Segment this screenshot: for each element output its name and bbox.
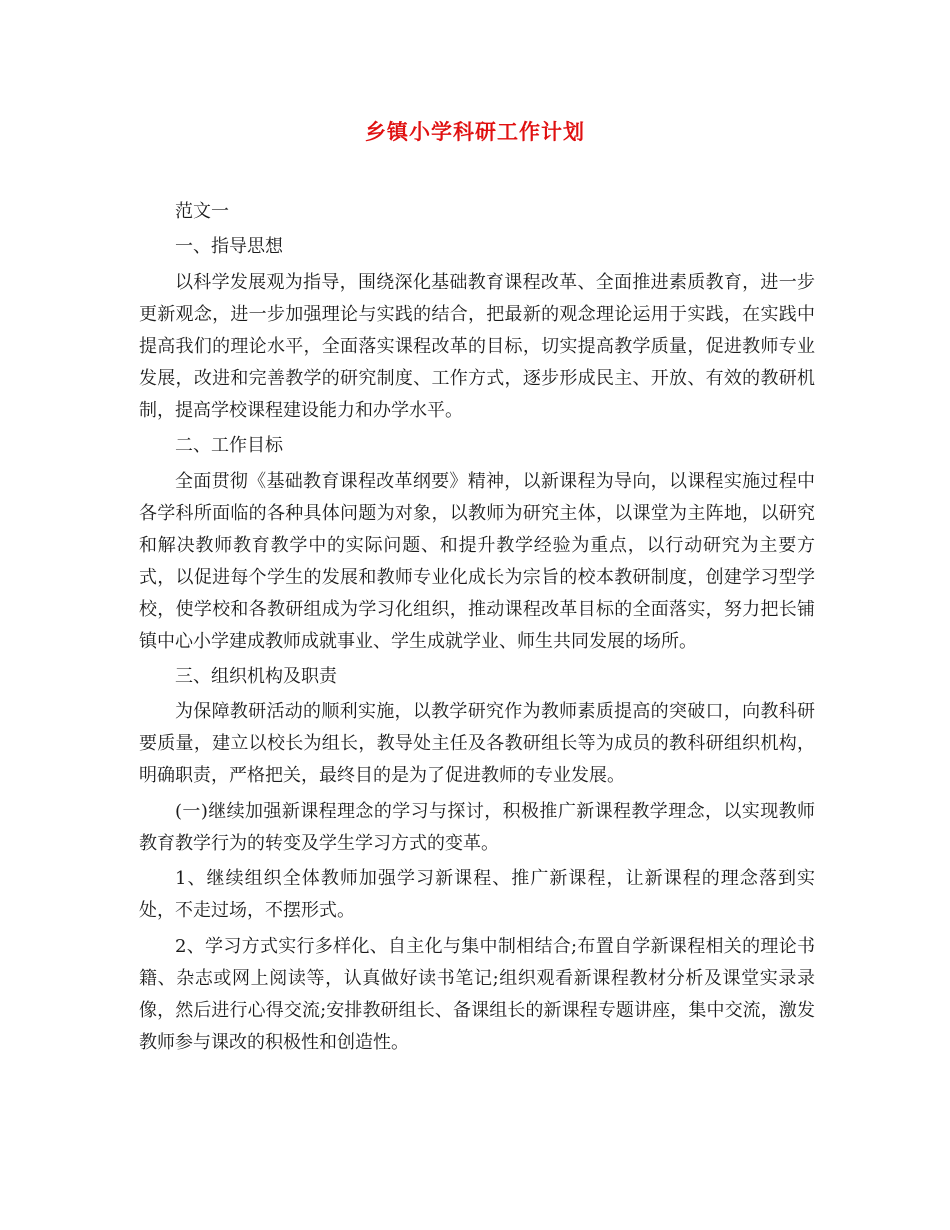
paragraph-sub-item-1: (一)继续加强新课程理念的学习与探讨，积极推广新课程教学理念，以实现教师教育教学行为的转变及学生学习方式的变革。 — [139, 800, 815, 854]
paragraph-list-item-2: 2、学习方式实行多样化、自主化与集中制相结合;布置自学新课程相关的理论书籍、杂志或网上阅读等，认真做好读书笔记;组织观看新课程教材分析及课堂实录录像，然后进行心得交流;安排教研组长、备课组长的新课程专题讲座，集中交流，激发教师参与课改的积极性和创造性。 — [139, 935, 815, 1053]
document-title: 乡镇小学科研工作计划 — [365, 119, 585, 144]
paragraph-guiding-ideology: 以科学发展观为指导，围绕深化基础教育课程改革、全面推进素质教育，进一步更新观念，进一步加强理论与实践的结合，把最新的观念理论运用于实践，在实践中提高我们的理论水平，全面落实课程改革的目标，切实提高教学质量，促进教师专业发展，改进和完善教学的研究制度、工作方式，逐步形成民主、开放、有效的教研机制，提高学校课程建设能力和办学水平。 — [139, 271, 815, 421]
section-heading-organization: 三、组织机构及职责 — [175, 665, 337, 687]
paragraph-organization: 为保障教研活动的顺利实施，以教学研究作为教师素质提高的突破口，向教科研要质量，建立以校长为组长，教导处主任及各教研组长等为成员的教科研组织机构，明确职责，严格把关，最终目的是为了促进教师的专业发展。 — [139, 701, 815, 787]
paragraph-work-goals: 全面贯彻《基础教育课程改革纲要》精神，以新课程为导向，以课程实施过程中各学科所面临的各种具体问题为对象，以教师为研究主体，以课堂为主阵地，以研究和解决教师教育教学中的实际问题、和提升教学经验为重点，以行动研究为主要方式，以促进每个学生的发展和教师专业化成长为宗旨的校本教研制度，创建学习型学校，使学校和各教研组成为学习化组织，推动课程改革目标的全面落实，努力把长铺镇中心小学建成教师成就事业、学生成就学业、师生共同发展的场所。 — [139, 470, 815, 652]
section-heading-work-goals: 二、工作目标 — [175, 435, 283, 457]
document-body — [139, 196, 815, 1062]
paragraph-label-fanwen: 范文一 — [175, 201, 229, 222]
section-heading-guiding-ideology: 一、指导思想 — [175, 236, 283, 258]
paragraph-list-item-1: 1、继续组织全体教师加强学习新课程、推广新课程，让新课程的理念落到实处，不走过场，不摆形式。 — [139, 868, 815, 922]
